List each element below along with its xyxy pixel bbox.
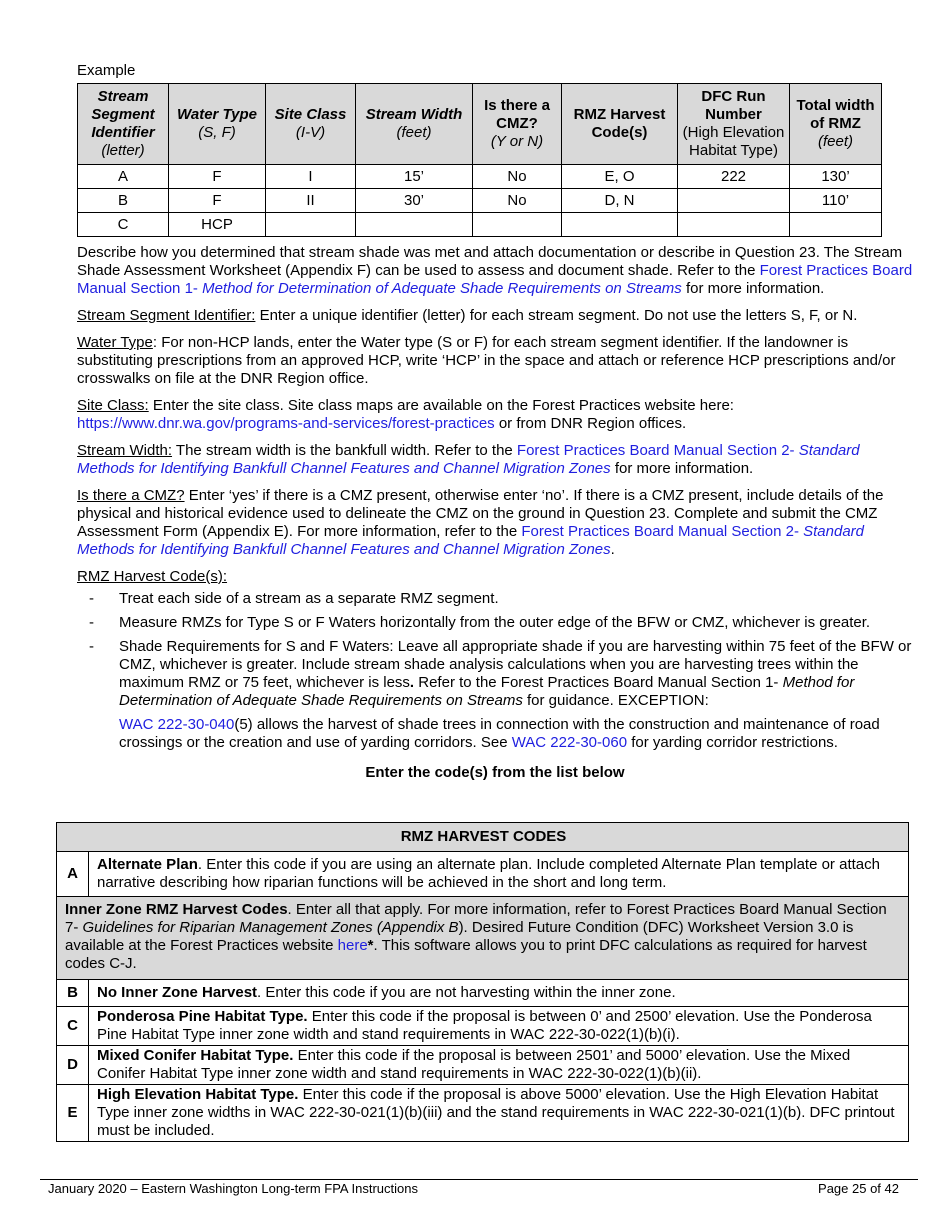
table-cell: 222 — [678, 165, 790, 189]
table-cell: 110’ — [790, 189, 882, 213]
table-cell — [356, 213, 473, 237]
code-description: No Inner Zone Harvest. Enter this code if you are not harvesting within the inner zone. — [89, 980, 909, 1007]
table-cell: F — [169, 165, 266, 189]
col-header-water-type: Water Type (S, F) — [169, 84, 266, 165]
cmz-paragraph: Is there a CMZ? Enter ‘yes’ if there is a CMZ present, otherwise enter ‘no’. If there is a CMZ present, include details of the physical and historical evidence used to delineate the CMZ on the ground in Question 23. Complete and submit the CMZ Assessment Form (Appendix E). For more information, refer to the Forest Practices Board Manual Section 2- Standard Methods for Identifying Bankfull Channel Features and Channel Migration Zones. — [77, 487, 884, 558]
stream-segment-identifier-paragraph: Stream Segment Identifier: Enter a unique identifier (letter) for each stream segment. Do not use the letters S, F, or N. — [77, 307, 858, 324]
code-row-a — [57, 852, 909, 897]
table-cell: I — [266, 165, 356, 189]
code-description: Ponderosa Pine Habitat Type. Enter this code if the proposal is between 0’ and 2500’ elevation. Use the Ponderosa Pine Habitat Type inner zone width and stand requirements in WAC 222-30-022(1)(b)(i). — [89, 1007, 909, 1046]
list-item: - Measure RMZs for Type S or F Waters horizontally from the outer edge of the BFW or CMZ, whichever is greater. — [89, 614, 871, 631]
table-cell: No — [473, 165, 562, 189]
code-row-b — [57, 980, 909, 1007]
table-row — [78, 189, 882, 213]
site-class-paragraph: Site Class: Enter the site class. Site class maps are available on the Forest Practices website here: https://www.dnr.wa.gov/programs-and-services/forest-practices or from DNR Region offices. — [77, 397, 734, 432]
col-header-total-width-rmz: Total width of RMZ (feet) — [790, 84, 882, 165]
table-cell: F — [169, 189, 266, 213]
table-cell — [562, 213, 678, 237]
table-cell: 15’ — [356, 165, 473, 189]
table-row — [78, 165, 882, 189]
example-label: Example — [77, 62, 136, 79]
table-cell: A — [78, 165, 169, 189]
table-cell: No — [473, 189, 562, 213]
code-description: High Elevation Habitat Type. Enter this code if the proposal is above 5000’ elevation. Use the High Elevation Habitat Type inner zone widths in WAC 222-30-021(1)(b)(iii) and the stand requirements in WAC 222-30-021(1)(b). DFC printout must be included. — [89, 1085, 909, 1142]
example-table — [77, 83, 882, 237]
wac-222-30-040-link[interactable]: WAC 222-30-040 — [119, 716, 235, 733]
table-cell — [473, 213, 562, 237]
footer-divider — [40, 1179, 918, 1180]
table-cell: HCP — [169, 213, 266, 237]
stream-width-label: Stream Width: — [77, 442, 173, 459]
table-cell: B — [78, 189, 169, 213]
code-description: Mixed Conifer Habitat Type. Enter this code if the proposal is between 2501’ and 5000’ elevation. Use the Mixed Conifer Habitat Type inner zone width and stand requirements in WAC 222-30-022(1)(b)(ii). — [89, 1046, 909, 1085]
board-manual-section-1-link[interactable]: Forest Practices Board Manual Section 1- Method for Determination of Adequate Shade Requirements on Streams — [77, 262, 913, 297]
col-header-cmz: Is there a CMZ? (Y or N) — [473, 84, 562, 165]
page-content — [77, 60, 913, 781]
table-cell: II — [266, 189, 356, 213]
board-manual-section-2-link[interactable]: Forest Practices Board Manual Section 2- Standard Methods for Identifying Bankfull Channel Features and Channel Migration Zones — [77, 442, 860, 477]
code-row-e — [57, 1085, 909, 1142]
col-header-rmz-harvest-codes: RMZ Harvest Code(s) — [562, 84, 678, 165]
rmz-label: RMZ Harvest Code(s): — [77, 568, 228, 585]
list-item: - Treat each side of a stream as a separate RMZ segment. — [89, 590, 499, 607]
codes-title: RMZ HARVEST CODES — [57, 823, 909, 852]
code-row-c — [57, 1007, 909, 1046]
code-letter: E — [57, 1085, 89, 1142]
wac-222-30-060-link[interactable]: WAC 222-30-060 — [511, 734, 628, 751]
site-class-label: Site Class: — [77, 397, 149, 414]
cmz-label: Is there a CMZ? — [77, 487, 185, 504]
code-letter: B — [57, 980, 89, 1007]
code-letter: A — [57, 852, 89, 897]
table-cell — [790, 213, 882, 237]
col-header-stream-width: Stream Width (feet) — [356, 84, 473, 165]
col-header-dfc-run-number: DFC Run Number (High Elevation Habitat Type) — [678, 84, 790, 165]
table-cell: D, N — [562, 189, 678, 213]
wac-paragraph: WAC 222-30-040(5) allows the harvest of shade trees in connection with the construction and maintenance of road crossings or the creation and use of yarding corridors. See WAC 222-30-060 for yarding corridor restrictions. — [119, 716, 880, 751]
inner-zone-codes-row — [57, 897, 909, 980]
code-letter: C — [57, 1007, 89, 1046]
forest-practices-url-link[interactable]: https://www.dnr.wa.gov/programs-and-services/forest-practices — [77, 415, 495, 432]
intro-paragraph: Describe how you determined that stream shade was met and attach documentation or describe in Question 23. The Stream Shade Assessment Worksheet (Appendix F) can be used to assess and document shade. Refer to the Forest Practices Board Manual Section 1- Method for Determination of Adequate Shade Requirements on Streams for more information. — [77, 244, 913, 297]
table-row — [78, 213, 882, 237]
rmz-bullet-list — [77, 590, 913, 710]
table-cell — [266, 213, 356, 237]
table-cell: C — [78, 213, 169, 237]
codes-title-row — [57, 823, 909, 852]
table-cell — [678, 189, 790, 213]
code-row-d — [57, 1046, 909, 1085]
code-description: Alternate Plan. Enter this code if you are using an alternate plan. Include completed Alternate Plan template or attach narrative describing how riparian functions will be achieved in the short and long term. — [89, 852, 909, 897]
col-header-stream-segment-identifier: Stream Segment Identifier (letter) — [78, 84, 169, 165]
enter-codes-instruction: Enter the code(s) from the list below — [365, 764, 625, 781]
table-cell: E, O — [562, 165, 678, 189]
rmz-harvest-codes-heading — [77, 568, 913, 586]
footer-page-number: Page 25 of 42 — [818, 1181, 899, 1196]
stream-width-paragraph: Stream Width: The stream width is the bankfull width. Refer to the Forest Practices Board Manual Section 2- Standard Methods for Identifying Bankfull Channel Features and Channel Migration Zones for more information. — [77, 442, 860, 477]
example-table-header-row — [78, 84, 882, 165]
table-cell: 30’ — [356, 189, 473, 213]
list-item: - Shade Requirements for S and F Waters: Leave all appropriate shade if you are harvesting within 75 feet of the BFW or CMZ, whichever is greater. Include stream shade analysis calculations when you are harvesting trees within the maximum RMZ or 75 feet, whichever is less. Refer to the Forest Practices Board Manual Section 1- Method for Determination of Adequate Shade Requirements on Streams for guidance. EXCEPTION: — [89, 638, 912, 709]
ssi-label: Stream Segment Identifier: — [77, 307, 256, 324]
table-cell: 130’ — [790, 165, 882, 189]
board-manual-section-2-cmz-link[interactable]: Forest Practices Board Manual Section 2- Standard Methods for Identifying Bankfull Channel Features and Channel Migration Zones — [77, 523, 865, 558]
water-type-label: Water Type — [77, 334, 153, 351]
water-type-paragraph: Water Type: For non-HCP lands, enter the Water type (S or F) for each stream segment identifier. If the landowner is substituting prescriptions from an approved HCP, write ‘HCP’ in the space and attach or reference HCP prescriptions and/or crosswalks on file at the DNR Region office. — [77, 334, 896, 387]
table-cell — [678, 213, 790, 237]
col-header-site-class: Site Class (I-V) — [266, 84, 356, 165]
footer-document-title: January 2020 – Eastern Washington Long-term FPA Instructions — [48, 1181, 418, 1196]
rmz-harvest-codes-table — [56, 822, 909, 1142]
inner-zone-description: Inner Zone RMZ Harvest Codes. Enter all that apply. For more information, refer to Forest Practices Board Manual Section 7- Guidelines for Riparian Management Zones (Appendix B). Desired Future Condition (DFC) Worksheet Version 3.0 is available at the Forest Practices website here*. This software allows you to print DFC calculations as required for harvest codes C-J. — [57, 897, 909, 980]
dfc-worksheet-here-link[interactable]: here — [337, 937, 368, 954]
code-letter: D — [57, 1046, 89, 1085]
